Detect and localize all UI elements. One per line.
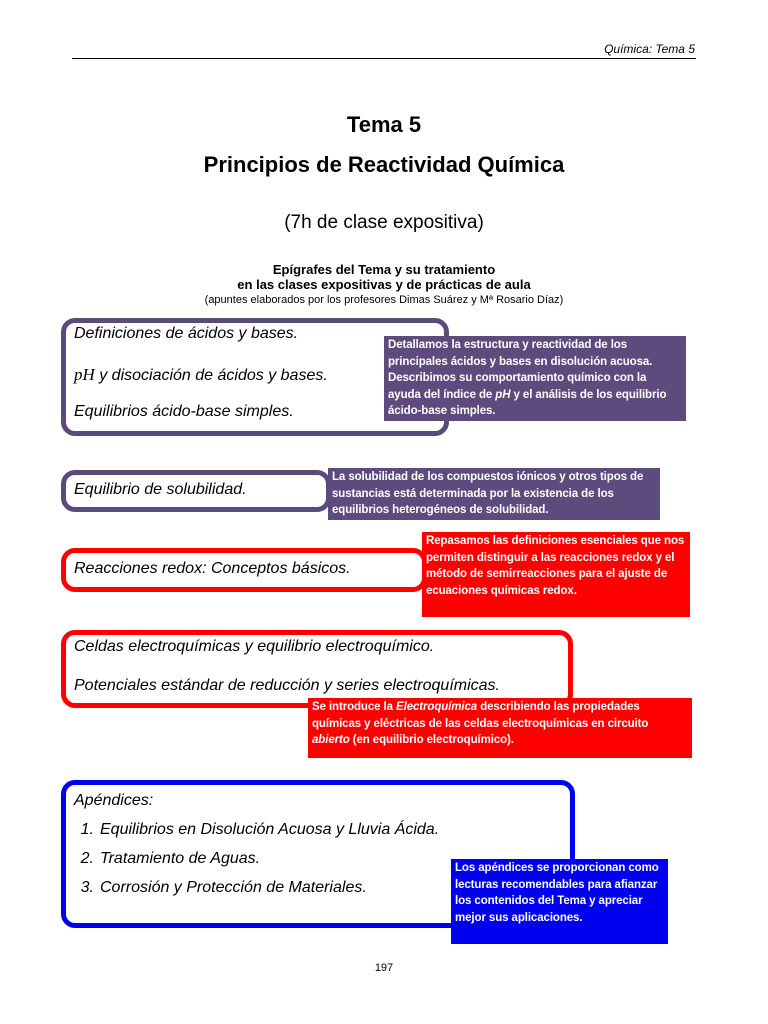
header-divider bbox=[72, 58, 696, 59]
epigrafes-heading-line1: Epígrafes del Tema y su tratamiento bbox=[272, 262, 496, 277]
note-electro-em2: abierto bbox=[312, 734, 350, 746]
appendix-text: Tratamiento de Aguas. bbox=[100, 850, 261, 867]
section-item-redox: Reacciones redox: Conceptos básicos. bbox=[74, 560, 351, 577]
note-acids-text2: y el análisis de los equilibrio ácido-base simples. bbox=[388, 388, 667, 417]
appendix-text: Equilibrios en Disolución Acuosa y Lluvia Ácida. bbox=[100, 821, 440, 838]
appendix-item bbox=[74, 850, 260, 868]
running-header: Química: Tema 5 bbox=[604, 42, 695, 56]
section-item-standard-potentials: Potenciales estándar de reducción y series electroquímicas. bbox=[74, 677, 500, 694]
ph-symbol: pH bbox=[74, 365, 95, 384]
appendix-item bbox=[74, 879, 367, 897]
appendix-item bbox=[74, 821, 439, 839]
section-item-ph-dissociation bbox=[74, 365, 328, 385]
note-electro-text3: (en equilibrio electroquímico). bbox=[349, 734, 514, 746]
page-number: 197 bbox=[374, 962, 394, 974]
page-title: Principios de Reactividad Química bbox=[203, 152, 565, 177]
note-electrochemistry bbox=[308, 698, 692, 758]
page-subtitle: (7h de clase expositiva) bbox=[284, 212, 484, 233]
section-item-electrochemical-cells: Celdas electroquímicas y equilibrio electroquímico. bbox=[74, 638, 435, 655]
appendix-number: 2. bbox=[80, 850, 94, 867]
note-electro-text1: Se introduce la bbox=[312, 701, 397, 713]
ph-item-text: y disociación de ácidos y bases. bbox=[94, 367, 328, 384]
note-acids-ph: pH bbox=[495, 388, 511, 401]
note-electro-text2: describiendo las propiedades químicas y eléctricas de las celdas electroquímicas en circuito bbox=[312, 701, 649, 730]
appendices-heading: Apéndices: bbox=[74, 792, 154, 809]
note-electro-em1: Electroquímica bbox=[396, 701, 478, 713]
note-acids-text1: Detallamos la estructura y reactividad de los principales ácidos y bases en disolución acuosa. Describimos su comportamiento químico con la ayuda del índice de bbox=[388, 339, 653, 401]
appendix-text: Corrosión y Protección de Materiales. bbox=[100, 879, 367, 896]
page-title-number: Tema 5 bbox=[346, 112, 422, 137]
authors-note: (apuntes elaborados por los profesores Dimas Suárez y Mª Rosario Díaz) bbox=[204, 294, 564, 306]
epigrafes-heading-line2: en las clases expositivas y de prácticas de aula bbox=[237, 277, 531, 292]
section-item-acid-base-equilibria: Equilibrios ácido-base simples. bbox=[74, 403, 294, 420]
section-item-acid-definitions: Definiciones de ácidos y bases. bbox=[74, 325, 299, 342]
note-acids bbox=[384, 336, 686, 421]
appendix-number: 1. bbox=[80, 821, 94, 838]
note-redox: Repasamos las definiciones esenciales que nos permiten distinguir a las reacciones redox y el método de semirreacciones para el ajuste de ecuaciones químicas redox. bbox=[422, 532, 690, 617]
note-solubility: La solubilidad de los compuestos iónicos y otros tipos de sustancias está determinada por la existencia de los equilibrios heterogéneos de solubilidad. bbox=[328, 468, 660, 520]
appendix-number: 3. bbox=[80, 879, 94, 896]
note-appendices: Los apéndices se proporcionan como lecturas recomendables para afianzar los contenidos del Tema y apreciar mejor sus aplicaciones. bbox=[451, 859, 668, 944]
section-item-solubility: Equilibrio de solubilidad. bbox=[74, 481, 247, 498]
